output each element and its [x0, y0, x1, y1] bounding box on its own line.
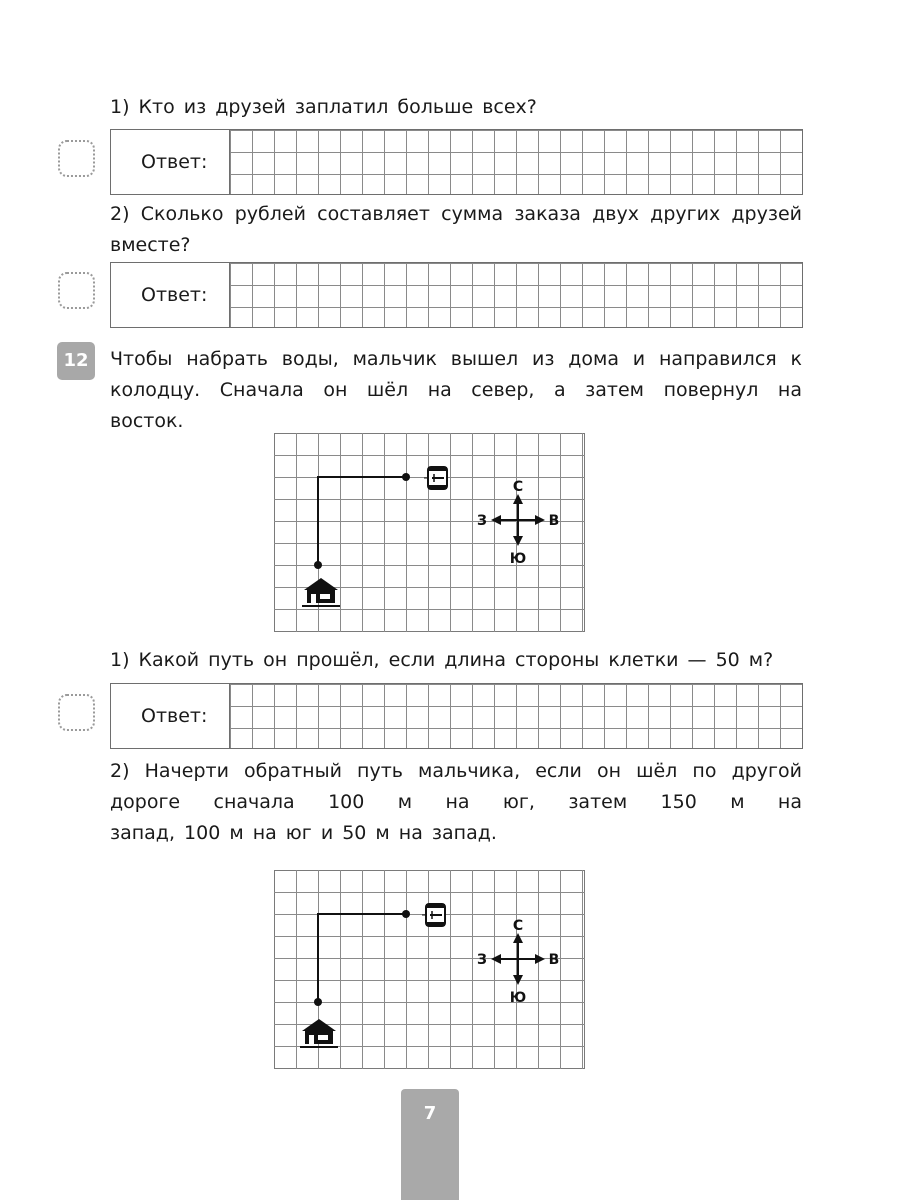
page-number-tab: [401, 1089, 459, 1200]
question-11-part-2-line-1: 2) Сколько рублей составляет сумма заказа двух других друзей: [110, 203, 802, 225]
well-icon: [422, 904, 445, 926]
answer-grid[interactable]: [229, 263, 802, 327]
compass-south: Ю: [509, 551, 527, 567]
answer-label: Ответ:: [141, 284, 208, 306]
answer-label: Ответ:: [141, 705, 208, 727]
question-number-badge: 12: [57, 342, 95, 380]
answer-grid[interactable]: [229, 684, 802, 748]
answer-box[interactable]: [110, 683, 803, 749]
answer-grid[interactable]: [229, 130, 802, 194]
compass-rose: [477, 918, 559, 1006]
compass-east: В: [548, 513, 560, 529]
score-box[interactable]: [58, 694, 95, 731]
route-map-drawing-area[interactable]: [274, 870, 586, 1070]
question-11-part-2-line-2: вместе?: [110, 234, 191, 256]
question-12-part-2: [110, 756, 802, 849]
compass-west: З: [477, 513, 487, 529]
score-box[interactable]: [58, 272, 95, 309]
house-icon: [300, 1019, 338, 1048]
compass-east: В: [548, 952, 560, 968]
question-12-part-1: 1) Какой путь он прошёл, если длина стороны клетки — 50 м?: [110, 649, 774, 671]
question-12-text-line-1: Чтобы набрать воды, мальчик вышел из дома и направился: [110, 348, 777, 370]
well-icon: [424, 467, 447, 489]
compass-south: Ю: [509, 990, 527, 1006]
question-12-part-2-line-3: запад, 100 м на юг и 50 м на запад.: [110, 822, 497, 844]
house-icon: [302, 578, 340, 607]
question-12-text: [110, 344, 802, 437]
score-box[interactable]: [58, 140, 95, 177]
answer-box[interactable]: [110, 262, 803, 328]
question-12-part-2-line-2: другой дороге сначала 100 м на юг, затем 150 м на: [110, 760, 802, 813]
page-number: 7: [423, 1103, 437, 1124]
question-12-part-2-line-1: 2) Начерти обратный путь мальчика, если он шёл по: [110, 760, 717, 782]
question-12-text-line-3: восток.: [110, 410, 184, 432]
compass-north: С: [512, 918, 524, 934]
compass-north: С: [512, 479, 524, 495]
question-12-text-line-2: к колодцу. Сначала он шёл на север, а затем повернул на: [110, 348, 802, 401]
compass-west: З: [477, 952, 487, 968]
question-11-part-2: [110, 199, 802, 261]
route-map: [274, 433, 586, 633]
question-11-part-1: 1) Кто из друзей заплатил больше всех?: [110, 96, 537, 118]
compass-rose: [477, 479, 559, 567]
answer-label: Ответ:: [141, 151, 208, 173]
answer-box[interactable]: [110, 129, 803, 195]
